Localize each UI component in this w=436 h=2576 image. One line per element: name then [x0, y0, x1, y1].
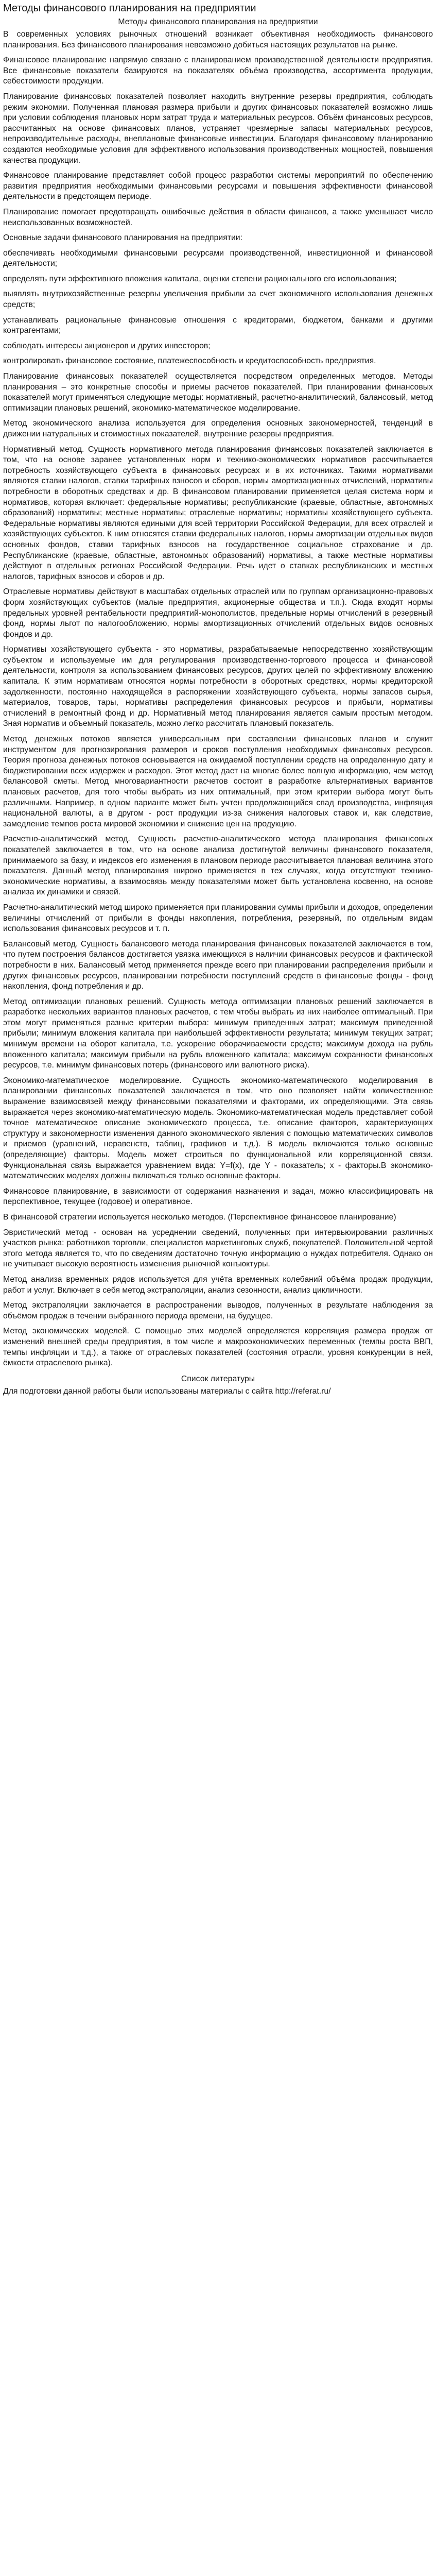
source-note: Для подготовки данной работы были использованы материалы с сайта http://referat.ru/ — [3, 1386, 331, 1396]
paragraph: Планирование финансовых показателей осуществляется посредством определенных методов. Методы планирования – это конкретные способы и приемы расчетов показателей. При планировании финансовых показателей могут применяться следующие методы: нормативный, расчетно-аналитический, балансовый, метод оптимизации плановых решений, экономико-математическое моделирование. — [3, 372, 433, 413]
paragraph: Эвристический метод - основан на усреднении сведений, полученных при интервьюировании различных участков рынка: работников торговли, специалистов маркетинговых служб, покупателей. Положительной чертой этого метода является то, что по сведениям достаточно точную информацию о нуждах потребителя. Однако он не учитывает высокую вероятность изменения рыночной конъюктуры. — [3, 1228, 433, 1269]
paragraph: Метод экстраполяции заключается в распространении выводов, полученных в результате наблюдения за объёмом продаж в течении выбранного периода времени, на будущее. — [3, 1301, 433, 1320]
paragraph: Планирование финансовых показателей позволяет находить внутренние резервы предприятия, соблюдать режим экономии. Полученная плановая размера прибыли и других финансовых показателей возможно лишь при условии соблюдения плановых норм затрат труда и материальных ресурсов. Объём финансовых ресурсов, рассчитанных на основе финансовых планов, устраняет чрезмерные запасы материальных ресурсов, непроизводительные расходы, внеплановые финансовые инвестиции. Благодаря финансовому планированию создаются необходимые условия для эффективного использования производственных мощностей, повышения качества продукции. — [3, 92, 433, 165]
paragraph: Финансовое планирование напрямую связано с планированием производственной деятельности предприятия. Все финансовые показатели базируются на показателях объёма производства, ассортимента продукции, себестоимости продукции. — [3, 56, 433, 86]
paragraph: Метод оптимизации плановых решений. Сущность метода оптимизации плановых решений заключается в разработке нескольких вариантов плановых расчетов, с тем чтобы выбрать из них наиболее оптимальный. При этом могут применяться разные критерии выбора: минимум приведенных затрат; максимум приведенной прибыли; минимум вложения капитала при наибольшей эффективности результата; минимум текущих затрат; минимум времени на оборот капитала, т.е. ускорение оборачиваемости средств; максимум дохода на рубль вложенного капитала; максимум прибыли на рубль вложенного капитала; максимум сохранности финансовых ресурсов, т.е. минимум финансовых потерь (финансового или валютного риска). — [3, 997, 433, 1070]
paragraph: Нормативы хозяйствующего субъекта - это нормативы, разрабатываемые непосредственно хозяйствующим субъектом и используемые им для регулирования производственно-торгового процесса и финансовой деятельности, контроля за использованием финансовых ресурсов, других целей по эффективному вложению капитала. К этим нормативам относятся нормы потребности в оборотных средствах, нормы кредиторской задолженности, постоянно находящейся в распоряжении хозяйствующего субъекта, нормы запасов сырья, материалов, товаров, тары, нормативы распределения финансовых ресурсов и прибыли, нормативы отчислений в ремонтный фонд и др. Нормативный метод планирования является самым простым методом. Зная норматив и объемный показатель, можно легко рассчитать плановый показатель. — [3, 645, 433, 728]
paragraph: Метод экономических моделей. С помощью этих моделей определяется корреляция размера продаж от изменений внешней среды предприятия, в том числе и макроэкономических переменных (темпы роста ВВП, темпы инфляции и т.д.), а также от отраслевых показателей (состояния отрасли, уровня конкуренции в ней, ёмкости отраслевого рынка). — [3, 1327, 433, 1368]
paragraph: устанавливать рациональные финансовые отношения с кредиторами, бюджетом, банками и другими контрагентами; — [3, 315, 433, 335]
paragraph: Отраслевые нормативы действуют в масштабах отдельных отраслей или по группам организационно-правовых форм хозяйствующих субъектов (малые предприятия, акционерные общества и т.п.). Сюда входят нормы предельных уровней рентабельности предприятий-монополистов, предельные нормы отчислений в резервный фонд, нормы льгот по налогообложению, нормы амортизационных отчислений отдельных видов основных фондов и др. — [3, 587, 433, 639]
references-title: Список литературы — [181, 1374, 255, 1383]
paragraph: Планирование помогает предотвращать ошибочные действия в области финансов, а также уменьшает число неиспользованных возможностей. — [3, 207, 433, 227]
paragraph: Экономико-математическое моделирование. Сущность экономико-математического моделирования в планировании финансовых показателей заключается в том, что оно позволяет найти количественное выражение взаимосвязей между финансовыми показателями и факторами, их определяющими. Эта связь выражается через экономико-математическую модель. Экономико-математическая модель представляет собой точное математическое описание экономического процесса, т.е. описание факторов, характеризующих структуру и закономерности изменения данного экономического явления с помощью математических символов и приемов (уравнений, неравенств, таблиц, графиков и т.д.). В модель включаются только основные (определяющие) факторы. Модель может строиться по функциональной или корреляционной связи. Функциональная связь выражается уравнением вида: Y=f(x), где Y - показатель; x - факторы.В экономико-математических моделях должны включаться только основные факторы. — [3, 1076, 433, 1181]
paragraph: выявлять внутрихозяйственные резервы увеличения прибыли за счет экономичного использования денежных средств; — [3, 290, 433, 310]
paragraph: Балансовый метод. Сущность балансового метода планирования финансовых показателей заключается в том, что путем построения балансов достигается увязка имеющихся в наличии финансовых ресурсов и фактической потребности в них. Балансовый метод применяется прежде всего при планировании распределения прибыли и других финансовых ресурсов, планировании потребности поступлений средств в финансовые фонды - фонд накопления, фонд потребления и др. — [3, 939, 433, 991]
body-text — [3, 29, 433, 1369]
paragraph: Финансовое планирование, в зависимости от содержания назначения и задач, можно классифицировать на перспективное, текущее (годовое) и оперативное. — [3, 1187, 433, 1207]
paragraph: Метод экономического анализа используется для определения основных закономерностей, тенденций в движении натуральных и стоимостных показателей, внутренние резервы предприятия. — [3, 419, 433, 438]
paragraph: контролировать финансовое состояние, платежеспособность и кредитоспособность предприятия. — [3, 357, 376, 366]
paragraph: Расчетно-аналитический метод. Сущность расчетно-аналитического метода планирования финансовых показателей заключается в том, что на основе анализа достигнутой величины финансового показателя, принимаемого за базу, и индексов его изменения в плановом периоде рассчитывается плановая величина этого показателя. Данный метод планирования широко применяется в тех случаях, когда отсутствуют технико-экономические нормативы, а взаимосвязь между показателями может быть установлена косвенно, на основе анализа их динамики и связей. — [3, 835, 433, 897]
paragraph: Основные задачи финансового планирования на предприятии: — [3, 233, 243, 243]
paragraph: В финансовой стратегии используется несколько методов. (Перспективное финансовое планирование) — [3, 1212, 396, 1222]
subtitle: Методы финансового планирования на предприятии — [118, 18, 318, 26]
paragraph: Финансовое планирование представляет собой процесс разработки системы мероприятий по обеспечению развития предприятия необходимыми финансовыми ресурсами и повышения эффективности финансовой деятельности в предстоящем периоде. — [3, 171, 433, 201]
paragraph: обеспечивать необходимыми финансовыми ресурсами производственной, инвестиционной и финансовой деятельности; — [3, 248, 433, 268]
paragraph: Метод анализа временных рядов используется для учёта временных колебаний объёма продаж продукции, работ и услуг. Включает в себя метод экстраполяции, анализ сезонности, анализ цикличности. — [3, 1275, 433, 1295]
paragraph: В современных условиях рыночных отношений возникает объективная необходимость финансового планирования. Без финансового планирования невозможно добиться настоящих результатов на рынке. — [3, 30, 433, 49]
paragraph: Метод денежных потоков является универсальным при составлении финансовых планов и служит инструментом для прогнозирования размеров и сроков поступления необходимых финансовых ресурсов. Теория прогноза денежных потоков основывается на ожидаемой поступлении средств на определенную дату и бюджетировании всех издержек и расходов. Этот метод дает на многие более полную информацию, чем метод балансовой сметы. Метод многовариантности расчетов состоит в разработке альтернативных вариантов плановых расчетов, для того чтобы выбрать из них оптимальный, при этом критерии выбора могут быть различными. Например, в одном варианте может быть учтен продолжающийся спад производства, инфляция национальной валюты, а в другом - рост продукции из-за снижения налоговых ставок и, как следствие, замедление темпов роста мировой экономики и снижение цен на продукцию. — [3, 735, 433, 828]
paragraph: определять пути эффективного вложения капитала, оценки степени рационального его использования; — [3, 274, 397, 283]
page-title: Методы финансового планирования на предприятии — [3, 3, 256, 14]
document — [0, 2, 436, 1400]
paragraph: соблюдать интересы акционеров и других инвесторов; — [3, 341, 211, 350]
paragraph: Нормативный метод. Сущность нормативного метода планирования финансовых показателей заключается в том, что на основе заранее установленных норм и технико-экономических нормативов рассчитывается потребность хозяйствующего субъекта в финансовых ресурсах и в их источниках. Такими нормативами являются ставки налогов, ставки тарифных взносов и сборов, нормы амортизационных отчислений, нормативы потребности в оборотных средствах и др. В финансовом планировании применяется целая система норм и нормативов, которая включает: федеральные нормативы; республиканские (краевые, областные, автономных образований) нормативы; местные нормативы; отраслевые нормативы; нормативы хозяйствующего субъекта. Федеральные нормативы являются едиными для всей территории Российской Федерации, для всех отраслей и хозяйствующих субъектов. К ним относятся ставки федеральных налогов, нормы амортизации отдельных видов основных фондов, ставки тарифных взносов на государственное социальное страхование и др. Республиканские (краевые, областные, автономных образований) нормативы, а также местные нормативы действуют в отдельных регионах Российской Федерации. Речь идет о ставках республиканских и местных налогов, тарифных взносов и сборов и др. — [3, 445, 433, 581]
paragraph: Расчетно-аналитический метод широко применяется при планировании суммы прибыли и доходов, определении величины отчислений от прибыли в фонды накопления, потребления, резервный, по отдельным видам использования финансовых ресурсов и т. п. — [3, 903, 433, 934]
